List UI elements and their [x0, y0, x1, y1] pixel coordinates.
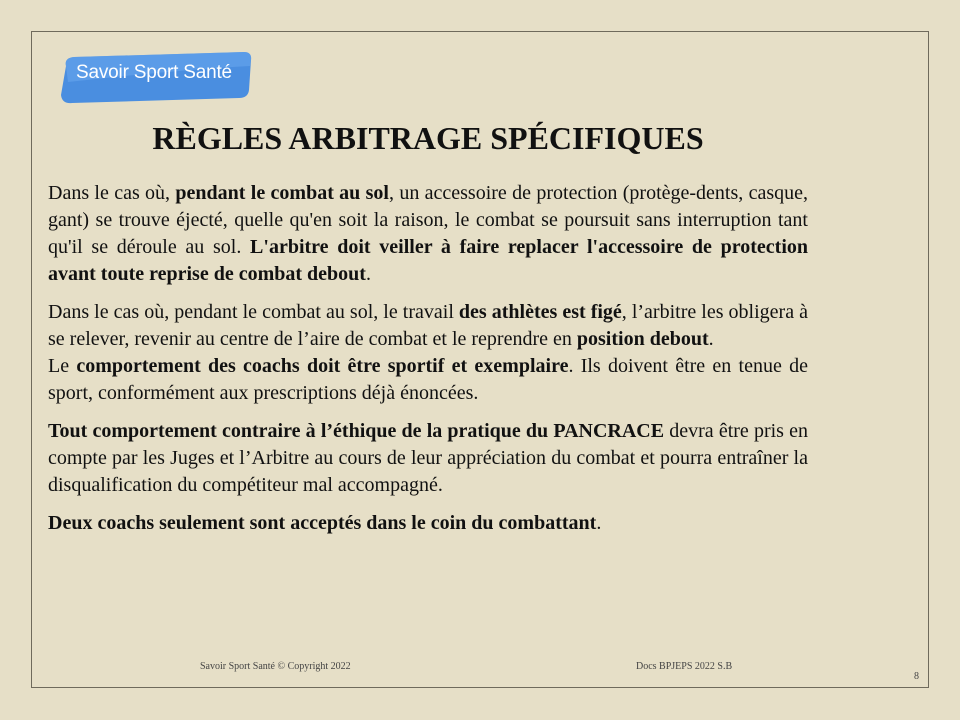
logo-text: Savoir Sport Santé — [76, 62, 232, 83]
page-number: 8 — [914, 671, 919, 682]
logo — [56, 52, 252, 104]
slide-body — [48, 180, 808, 537]
paragraph-3: Le comportement des coachs doit être sportif et exemplaire. Ils doivent être en tenue de sport, conformément aux prescriptions déjà énoncées. — [48, 355, 809, 404]
paragraph-4: Tout comportement contraire à l’éthique de la pratique du PANCRACE devra être pris en compte par les Juges et l’Arbitre au cours de leur appréciation du combat et pourra entraîner la disqualification du compétiteur mal accompagné. — [48, 420, 808, 496]
footer-doc-ref: Docs BPJEPS 2022 S.B — [636, 661, 733, 672]
paragraph-5: Deux coachs seulement sont acceptés dans le coin du combattant. — [48, 512, 602, 534]
footer-copyright: Savoir Sport Santé © Copyright 2022 — [200, 661, 351, 672]
page-title: RÈGLES ARBITRAGE SPÉCIFIQUES — [152, 120, 704, 156]
paragraph-2: Dans le cas où, pendant le combat au sol, le travail des athlètes est figé, l’arbitre les obligera à se relever, revenir au centre de l’aire de combat et le reprendre en position debout. — [48, 301, 809, 350]
paragraph-1: Dans le cas où, pendant le combat au sol, un accessoire de protection (protège-dents, casque, gant) se trouve éjecté, quelle qu'en soit la raison, le combat se poursuit sans interruption tant qu'il se déroule au sol. L'arbitre doit veiller à faire replacer l'accessoire de protection avant toute reprise de combat debout. — [48, 182, 809, 285]
